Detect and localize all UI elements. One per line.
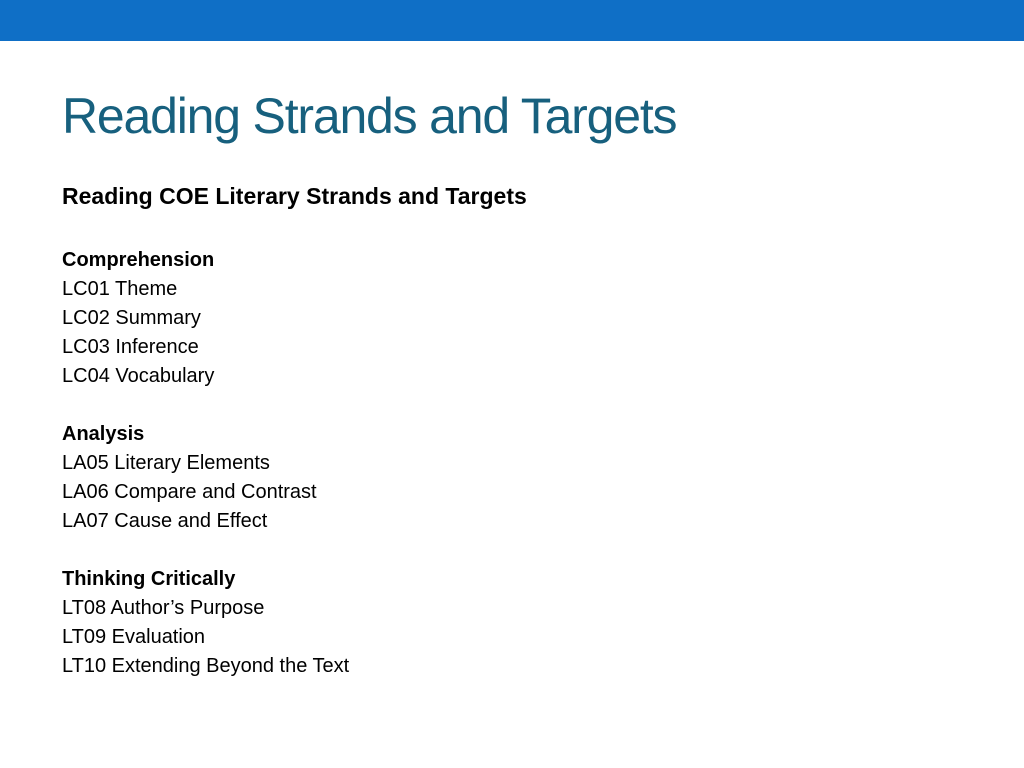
- target-item: LT10 Extending Beyond the Text: [62, 655, 350, 677]
- target-item: LC01 Theme: [62, 278, 178, 300]
- target-item: LT09 Evaluation: [62, 626, 206, 648]
- target-item: LA07 Cause and Effect: [62, 510, 268, 532]
- target-item: LC03 Inference: [62, 336, 199, 358]
- top-accent-bar: [0, 0, 1024, 41]
- target-item: LC02 Summary: [62, 307, 201, 329]
- strand-heading: Analysis: [62, 423, 145, 445]
- strand-comprehension: [62, 246, 962, 391]
- strand-heading: Thinking Critically: [62, 568, 236, 590]
- strand-heading: Comprehension: [62, 249, 215, 271]
- strand-thinking-critically: [62, 565, 962, 681]
- target-item: LT08 Author’s Purpose: [62, 597, 265, 619]
- target-item: LC04 Vocabulary: [62, 365, 215, 387]
- target-item: LA05 Literary Elements: [62, 452, 270, 474]
- target-item: LA06 Compare and Contrast: [62, 481, 317, 503]
- strand-analysis: [62, 420, 962, 536]
- slide-body: [62, 181, 962, 710]
- slide-title: Reading Strands and Targets: [62, 88, 677, 144]
- slide-subtitle: Reading COE Literary Strands and Targets: [62, 183, 527, 209]
